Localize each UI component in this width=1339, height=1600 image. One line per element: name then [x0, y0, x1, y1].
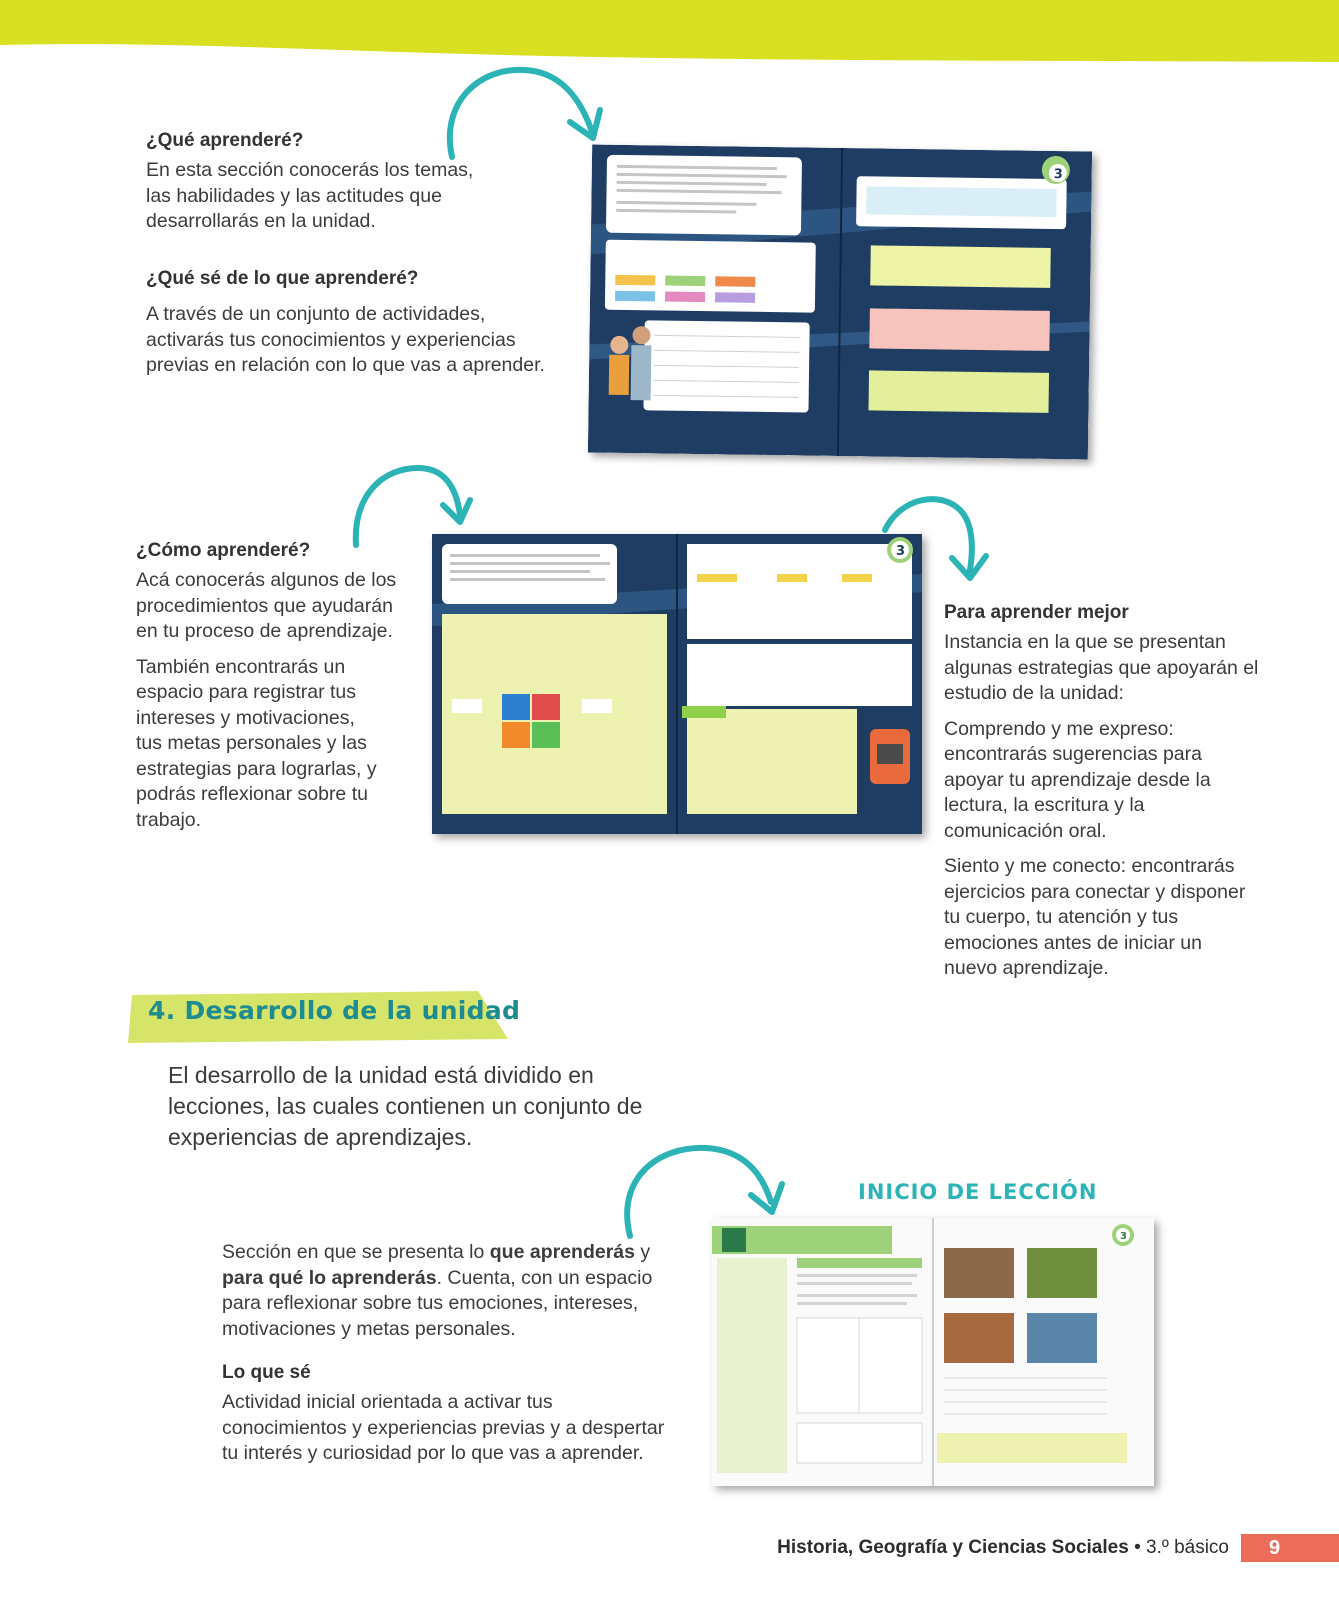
curved-arrow-icon [440, 62, 610, 162]
footer-subject-name: Historia, Geografía y Ciencias Sociales [777, 1537, 1129, 1558]
lo-que-se-block [222, 1360, 682, 1467]
page-footer [777, 1533, 1339, 1563]
como-aprendere-block [136, 538, 416, 833]
lo-que-se-title: Lo que sé [222, 1362, 311, 1383]
section-title: 4. Desarrollo de la unidad [148, 996, 521, 1025]
para-aprender-title: Para aprender mejor [944, 602, 1129, 623]
para-aprender-body2: Comprendo y me expreso: encontrarás sugerencias para apoyar tu aprendizaje desde la lectura, la escritura y la comunicación oral. [944, 717, 1211, 842]
lo-que-se-body: Actividad inicial orientada a activar tus conocimientos y experiencias previas y a despertar tu interés y curiosidad por lo que vas a aprender. [222, 1391, 665, 1464]
inicio-leccion-block [222, 1240, 662, 1342]
inicio-leccion-body [222, 1240, 662, 1342]
como-aprendere-body1: Acá conocerás algunos de los procedimientos que ayudarán en tu proceso de aprendizaje. [136, 569, 397, 642]
que-aprendere-title: ¿Qué aprenderé? [146, 130, 304, 151]
inicio-body-bold2: para qué lo aprenderás [222, 1266, 437, 1289]
svg-text:3: 3 [1053, 166, 1063, 183]
inicio-body-post: . Cuenta, con un espacio para reflexionar sobre tus emociones, intereses, motivaciones y metas personales. [222, 1266, 653, 1340]
inicio-leccion-label: INICIO DE LECCIÓN [858, 1180, 1098, 1204]
page-number: 9 [1241, 1534, 1339, 1562]
footer-subject [777, 1537, 1229, 1559]
thumbnail-como-aprendere-pages [432, 534, 922, 834]
que-aprendere-body: En esta sección conocerás los temas, las habilidades y las actitudes que desarrollarás en la unidad. [146, 159, 474, 232]
svg-text:3: 3 [896, 544, 906, 559]
que-aprendere-block [146, 128, 476, 235]
que-se-title: ¿Qué sé de lo que aprenderé? [146, 268, 419, 289]
thumbnail-inicio-leccion-pages [712, 1218, 1154, 1486]
como-aprendere-body2: También encontrarás un espacio para registrar tus intereses y motivaciones, tus metas personales y las estrategias para lograrlas, y podrás reflexionar sobre tu trabajo. [136, 655, 377, 831]
footer-grade: • 3.º básico [1134, 1537, 1229, 1558]
para-aprender-body1: Instancia en la que se presentan algunas estrategias que apoyarán el estudio de la unidad: [944, 631, 1259, 704]
section-intro: El desarrollo de la unidad está dividido en lecciones, las cuales contienen un conjunto de experiencias de aprendizajes. [168, 1062, 643, 1150]
que-se-block [146, 266, 546, 379]
como-aprendere-title: ¿Cómo aprenderé? [136, 540, 311, 561]
para-aprender-block [944, 600, 1264, 982]
para-aprender-body3: Siento y me conecto: encontrarás ejercicios para conectar y disponer tu cuerpo, tu atención y tus emociones antes de iniciar un nuevo aprendizaje. [944, 855, 1246, 979]
curved-arrow-icon [880, 490, 1000, 590]
inicio-body-bold1: que aprenderás [489, 1241, 635, 1263]
header-band [0, 0, 1339, 70]
thumbnail-que-aprendere-pages [588, 145, 1092, 460]
svg-text:3: 3 [1120, 1231, 1127, 1242]
inicio-body-pre: Sección en que se presenta lo [222, 1241, 490, 1263]
que-se-body: A través de un conjunto de actividades, activarás tus conocimientos y experiencias previas en relación con lo que vas a aprender. [146, 303, 545, 376]
inicio-body-mid: y [635, 1241, 651, 1263]
